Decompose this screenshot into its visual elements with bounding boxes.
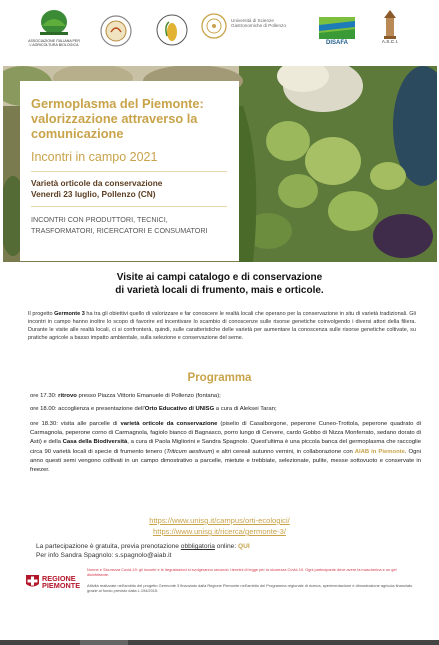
links (0, 515, 439, 537)
disafa-caption: DISAFA (325, 40, 348, 46)
program-bold: ritrovo (58, 393, 77, 399)
contact-line: Per info Sandra Spagnolo: s.spagnolo@aiab.it (36, 552, 172, 559)
program-bold: varietà orticole da conservazione (120, 421, 218, 427)
program-text: presso Piazza Vittorio Emanuele di Pollenzo (fontana); (76, 393, 221, 399)
regione-line-2: PIEMONTE (42, 581, 81, 591)
program-text: , a cura di Paola Migliorini e Sandra Spagnolo. Quest'ultima è una piccola banca del germoplasma che raccoglie circa 90 varietà locali di specie di frumento tenero ( (30, 439, 421, 455)
aiab-logo (26, 8, 82, 47)
event-title-panel (20, 81, 239, 261)
programma-heading: Programma (187, 372, 252, 384)
tower-icon (381, 10, 399, 40)
disafa-logo (319, 17, 355, 47)
registration-line (36, 542, 416, 551)
registration-link[interactable]: QUI (238, 543, 250, 550)
regione-name (42, 575, 80, 590)
intro-text: ha tra gli obiettivi quello di valorizzare e far conoscere le realtà locali che operano per la conservazione in situ di varietà tradizionali. Gli incontri in campo hanno inoltre lo scopo di favorire ed incentivare lo scambio di conoscenze sulle risorse genetiche coinvolgendo i diversi attori della filiera. Durante le visite alle realtà locali, ci si confronterà, quindi, sulle caratteristiche delle varietà per aumentare la conoscenza sulle risorse genetiche coltivate, su pratiche agricole a basso impatto ambientale, sulla selezione e conservazione del seme. (28, 311, 416, 341)
unisg-caption (231, 18, 286, 29)
intro-text: Il progetto (28, 311, 55, 317)
program-bold: Orto Educativo di UNISG (144, 406, 215, 412)
viewer-bottom-bar (0, 640, 439, 645)
regione-shield-icon (26, 575, 39, 589)
unisg-logo (200, 10, 308, 50)
aiab-caption: ASSOCIAZIONE ITALIANA PER L'AGRICOLTURA BIOLOGICA (28, 39, 80, 47)
program-text: ore 17.30: (30, 393, 59, 399)
asci-caption: A.S.C.I. (381, 40, 399, 45)
disafa-field-icon (319, 17, 355, 39)
unisg-emblem-icon (200, 12, 228, 42)
event-topic: Varietà orticole da conservazione (31, 178, 163, 188)
divider (31, 171, 227, 172)
event-audience: INCONTRI CON PRODUTTORI, TECNICI, TRASFORMATORI, RICERCATORI E CONSUMATORI (31, 215, 208, 235)
covid-note: Norme e Sicurezza Covid-19: gli incontri e le degustazioni si svolgeranno secondo i termini di legge per la sicurezza Covid-19. Ogni partecipante deve avere la mascherina e un gel disinfettante. (87, 567, 397, 577)
funding-note: Attività realizzate nell'ambito del progetto Germonte 3 finanziato dalla Regione Piemonte nell'ambito del Programma regionale di ricerca, sperimentazione e dimostrazione agricola finanziato grazie al fondo previsto dalla L.194/2015. (87, 583, 413, 593)
viewer-scroll-segment[interactable] (80, 640, 128, 645)
program-item (30, 420, 421, 475)
program-text: . Ogni anno questi semi vengono coltivati in un campo dimostrativo a parcelle, mietute e trebbiate, selezionate, pulite, messe sottovuoto e conservate in freezer. (30, 448, 421, 474)
corn-icon (156, 14, 188, 46)
program-item (30, 405, 421, 414)
info-text: online: (214, 543, 238, 550)
intro-paragraph (28, 310, 416, 342)
link-germonte-3[interactable]: https://www.unisg.it/ricerca/germonte-3/ (153, 527, 286, 536)
info-mandatory: obbligatoria (180, 543, 215, 550)
asci-logo (381, 10, 399, 45)
event-subtitle: Incontri in campo 2021 (31, 150, 158, 164)
program-text: ) e altri cereali autunno vernini, in collaborazione con (212, 448, 355, 455)
link-orti-ecologici[interactable]: https://www.unisg.it/campus/orti-ecologici/ (149, 516, 290, 525)
info-text: La partecipazione è gratuita, previa prenotazione (36, 543, 181, 550)
headline-line-1: Visite ai campi catalogo e di conservazione (116, 272, 323, 283)
project-name: Germonte 3 (54, 311, 85, 317)
program-text: ore 18.30: visita alle parcelle di (30, 421, 121, 427)
mais-logo (156, 14, 188, 46)
program-text: ore 18.00: accoglienza e presentazione dell' (30, 406, 145, 412)
aiab-leaf-icon (34, 8, 74, 38)
program-bold: Casa della Biodiversità (62, 439, 128, 446)
seed-logo (99, 14, 133, 48)
headline-line-2: di varietà locali di frumento, mais e orticole. (115, 284, 324, 296)
regione-line-1: REGIONE (42, 574, 76, 583)
seed-badge-icon (99, 14, 133, 48)
partner-logos (0, 0, 439, 66)
event-title: Germoplasma del Piemonte: valorizzazione attraverso la comunicazione (31, 96, 204, 141)
program-text: (piselio di Casalborgone, peperone Cuneo-Trottola, peperone quadrato di Carmagnola, peperone corno di Carmagnola, fagiolo bianco di Bagnasco, porro lungo di Cervere, cardo Gobbo di Nizza Monferrato, sedano dorato di Asti) e della (30, 421, 422, 446)
footer (26, 567, 421, 603)
program-item (30, 392, 421, 401)
unisg-line-1: Università di Scienze (231, 18, 274, 23)
aiab-highlight: AIAB in Piemonte (354, 448, 405, 455)
divider (31, 206, 227, 207)
regione-piemonte-logo (26, 575, 80, 590)
registration-info (36, 542, 416, 560)
program-text: a cura di Aleksei Taran; (214, 406, 277, 412)
program-italic: Triticum aestivum (166, 448, 213, 455)
event-date-place: Venerdì 23 luglio, Pollenzo (CN) (31, 189, 156, 199)
unisg-line-2: Gastronomiche di Pollenzo (231, 23, 286, 29)
headline (40, 272, 399, 297)
